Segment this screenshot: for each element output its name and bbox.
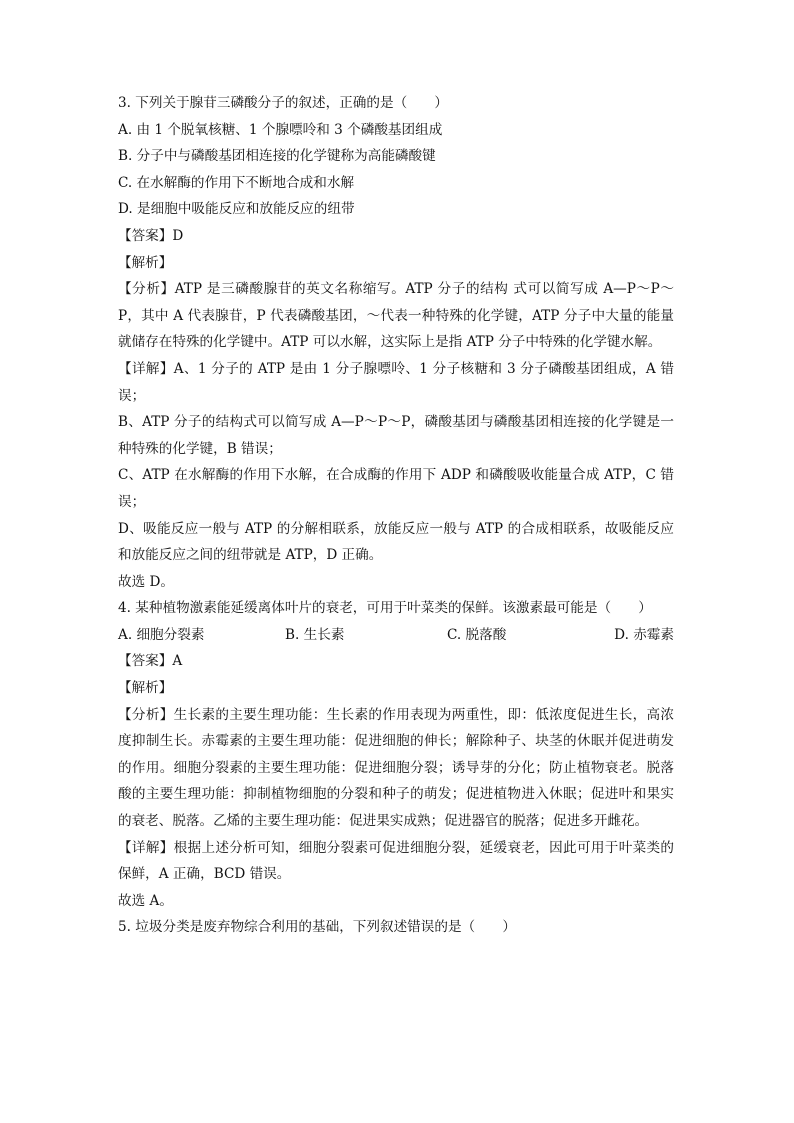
q3-stem: 3. 下列关于腺苷三磷酸分子的叙述，正确的是（ ） <box>118 95 448 111</box>
q4-xiangjie-text: 根据上述分析可知，细胞分裂素可促进细胞分裂，延缓衰老，因此可用于叶菜类的保鲜，A 正确，BCD 错误。 <box>118 839 675 883</box>
q4-fenxi-text: 生长素的主要生理功能：生长素的作用表现为两重性，即：低浓度促进生长，高浓度抑制生长。赤霉素的主要生理功能：促进细胞的伸长；解除种子、块茎的休眠并促进萌发的作用。细胞分裂素的主要生理功能：促进细胞分裂；诱导芽的分化；防止植物衰老。脱落酸的主要生理功能：抑制植物细胞的分裂和种子的萌发；促进植物进入休眠；促进叶和果实的衰老、脱落。乙烯的主要生理功能：促进果实成熟；促进器官的脱落；促进多开雌花。 <box>118 706 675 830</box>
q3-xiangjie-a-text: A、1 分子的 ATP 是由 1 分子腺嘌呤、1 分子核糖和 3 分子磷酸基团组成，A 错误； <box>118 360 675 404</box>
q3-answer-value: D <box>172 227 184 244</box>
q4-options <box>118 622 674 649</box>
q4-answer <box>118 648 674 675</box>
q4-fenxi-label: 【分析】 <box>118 706 174 723</box>
q4-option-b: B. 生长素 <box>285 626 345 643</box>
q3-conclusion: 故选 D。 <box>118 573 175 590</box>
q4-xiangjie <box>118 835 674 888</box>
q4-option-d: D. 赤霉素 <box>614 626 674 643</box>
q4-analysis-label: 【解析】 <box>118 680 173 697</box>
q3-fenxi-text: ATP 是三磷酸腺苷的英文名称缩写。ATP 分子的结构 式可以简写成 A—P～P～P，其中 A 代表腺苷，P 代表磷酸基团，～代表一种特殊的化学键，ATP 分子中大量的能量就储存在特殊的化学键中。ATP 可以水解，这实际上是指 ATP 分子中特殊的化学键水解。 <box>118 281 675 351</box>
q3-answer <box>118 223 674 250</box>
q3-xiangjie-b: B、ATP 分子的结构式可以简写成 A—P～P～P，磷酸基团与磷酸基团相连接的化学键是一种特殊的化学键，B 错误； <box>118 414 674 457</box>
q4-stem: 4. 某种植物激素能延缓离体叶片的衰老，可用于叶菜类的保鲜。该激素最可能是（ ） <box>118 600 652 617</box>
q4-answer-label: 【答案】 <box>118 653 173 670</box>
document-page <box>118 90 674 941</box>
q3-xiangjie-label: 【详解】 <box>118 360 174 377</box>
q4-xiangjie-label: 【详解】 <box>118 839 174 856</box>
q4-conclusion: 故选 A。 <box>118 892 173 909</box>
q3-xiangjie-d: D、吸能反应一般与 ATP 的分解相联系，放能反应一般与 ATP 的合成相联系，故吸能反应和放能反应之间的纽带就是 ATP，D 正确。 <box>118 520 674 564</box>
q3-answer-label: 【答案】 <box>118 227 173 244</box>
q3-analysis-label: 【解析】 <box>118 254 173 271</box>
q3-fenxi-label: 【分析】 <box>118 281 175 298</box>
q4-fenxi <box>118 702 674 835</box>
q5-stem: 5. 垃圾分类是废弃物综合利用的基础，下列叙述错误的是（ ） <box>118 919 516 936</box>
q4-option-a: A. 细胞分裂素 <box>118 626 205 643</box>
q4-option-c: C. 脱落酸 <box>447 626 507 643</box>
q3-option-b: B. 分子中与磷酸基团相连接的化学键称为高能磷酸键 <box>118 148 436 165</box>
q3-option-c: C. 在水解酶的作用下不断地合成和水解 <box>118 174 355 191</box>
q4-answer-value: A <box>172 653 183 670</box>
q3-option-a: A. 由 1 个脱氧核糖、1 个腺嘌呤和 3 个磷酸基团组成 <box>118 121 443 138</box>
q3-xiangjie-c: C、ATP 在水解酶的作用下水解，在合成酶的作用下 ADP 和磷酸吸收能量合成 ATP，C 错误； <box>118 467 674 510</box>
q3-option-d: D. 是细胞中吸能反应和放能反应的纽带 <box>118 201 355 218</box>
q3-xiangjie-a <box>118 356 674 409</box>
q3-fenxi <box>118 276 674 356</box>
